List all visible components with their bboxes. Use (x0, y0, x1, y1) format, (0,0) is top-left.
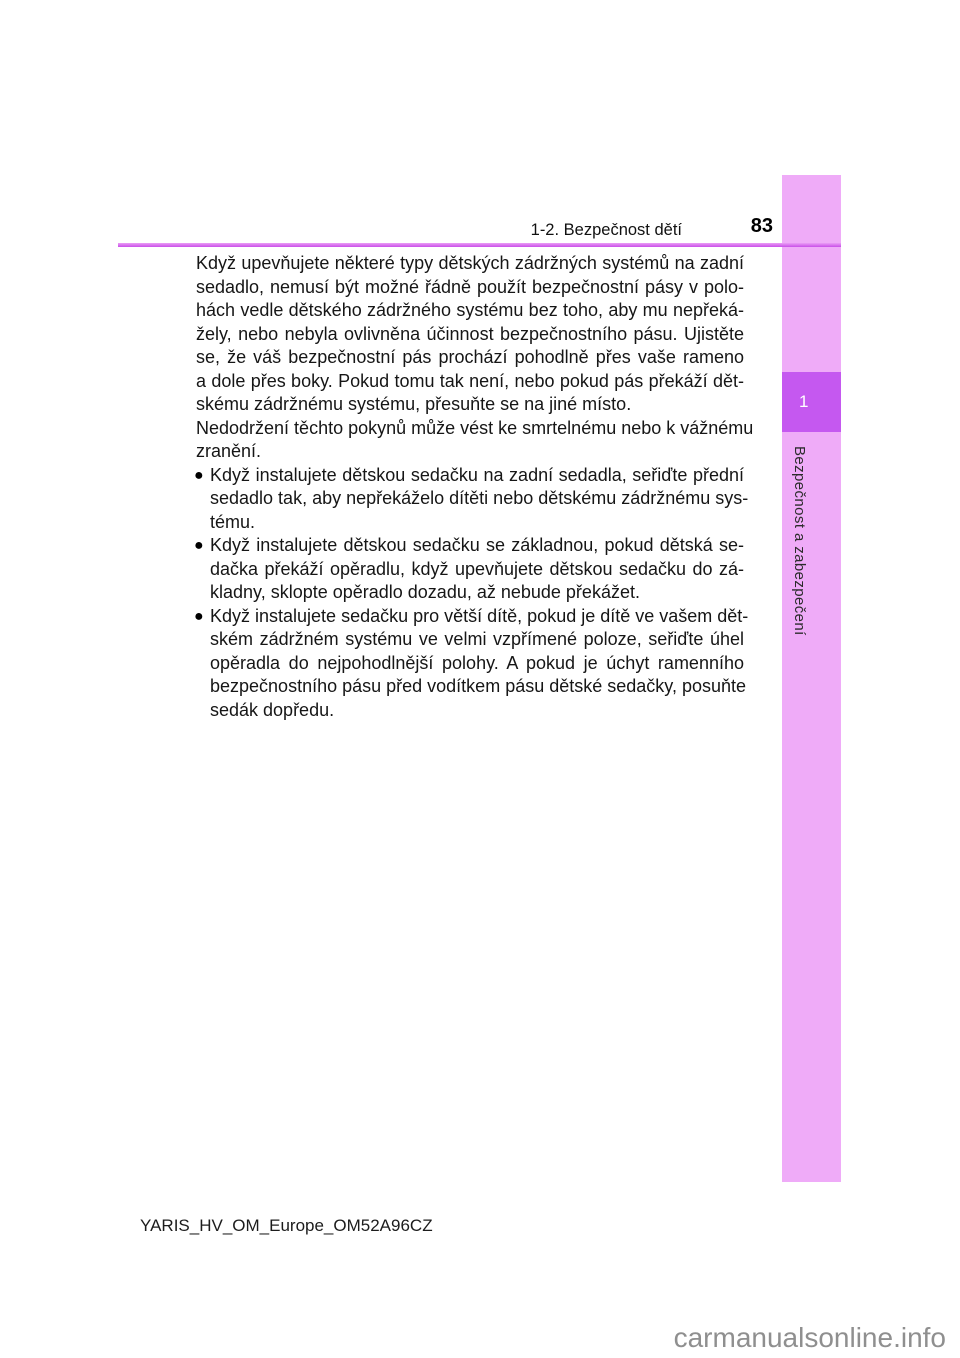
paragraph (196, 252, 744, 417)
text-line: hách vedle dětského zádržného systému bez toho, aby mu nepřeká- (196, 300, 744, 320)
text-line: žely, nebo nebyla ovlivněna účinnost bezpečnostního pásu. Ujistěte (196, 323, 744, 344)
chapter-title-vertical: Bezpečnost a zabezpečení (791, 446, 808, 636)
bullet-icon: ● (194, 607, 204, 625)
text-line: Když instalujete dětskou sedačku na zadní sedadla, seřiďte přední (210, 464, 744, 485)
paragraph (196, 417, 754, 464)
list-item (194, 464, 749, 535)
text-line: Když instalujete sedačku pro větší dítě, pokud je dítě ve vašem dět- (210, 605, 749, 626)
text-line: sedadlo tak, aby nepřekáželo dítěti nebo dětskému zádržnému sys- (210, 488, 749, 508)
bullet-list (194, 464, 749, 723)
list-item-text (210, 534, 744, 605)
text-line: dačka překáží opěradlu, když upevňujete dětskou sedačku do zá- (210, 558, 744, 579)
section-title: 1-2. Bezpečnost dětí (530, 221, 682, 239)
chapter-number-tab (782, 372, 841, 432)
list-item-text (210, 605, 749, 723)
body-text (194, 252, 754, 722)
text-line: opěradla do nejpohodlnější polohy. A pokud je úchyt ramenního (210, 652, 744, 673)
list-item (194, 605, 749, 723)
list-item-text (210, 464, 749, 535)
text-line: ském zádržném systému ve velmi vzpřímené poloze, seřiďte úhel (210, 629, 744, 649)
text-line: kladny, sklopte opěradlo dozadu, až nebude překážet. (210, 582, 640, 602)
header-divider-rule (118, 243, 841, 247)
page-number: 83 (750, 215, 773, 237)
document-code: YARIS_HV_OM_Europe_OM52A96CZ (140, 1216, 433, 1235)
text-line: a dole přes boky. Pokud tomu tak není, nebo pokud pás překáží dět- (196, 370, 744, 391)
text-line: sedák dopředu. (210, 699, 335, 720)
text-line: Nedodržení těchto pokynů může vést ke smrtelnému nebo k vážnému (196, 417, 754, 438)
bullet-icon: ● (194, 537, 204, 554)
list-item (196, 534, 744, 605)
text-line: Když instalujete dětskou sedačku se základnou, pokud dětská se- (210, 535, 744, 555)
text-line: zranění. (196, 441, 262, 461)
bullet-icon: ● (194, 466, 204, 484)
chapter-number: 1 (799, 392, 809, 411)
chapter-sidebar (782, 175, 841, 1182)
text-line: bezpečnostního pásu před vodítkem pásu dětské sedačky, posuňte (210, 676, 747, 696)
text-line: se, že váš bezpečnostní pás prochází pohodlně přes vaše rameno (196, 347, 744, 367)
text-line: Když upevňujete některé typy dětských zádržných systémů na zadní (196, 253, 744, 273)
text-line: tému. (210, 511, 256, 532)
watermark-text: carmanualsonline.info (673, 1322, 946, 1353)
text-line: sedadlo, nemusí být možné řádně použít bezpečnostní pásy v polo- (196, 276, 744, 297)
text-line: skému zádržnému systému, přesuňte se na jiné místo. (196, 394, 632, 414)
